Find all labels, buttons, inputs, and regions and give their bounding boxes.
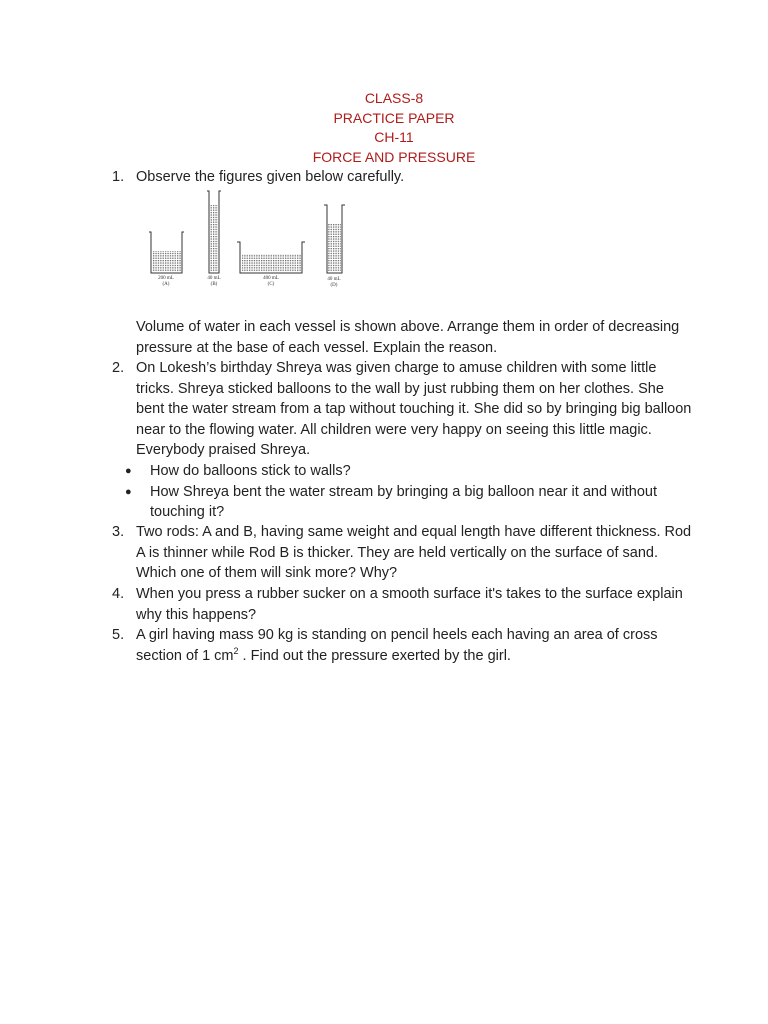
question-number: 1. — [112, 169, 125, 185]
question-text: Observe the figures given below carefully. — [136, 169, 405, 185]
vessels-figure — [141, 188, 361, 294]
question-text: Volume of water in each vessel is shown above. Arrange them in order of decreasing pressure at the base of each vessel. Explain the reason. — [136, 319, 680, 356]
vessel-b-volume: 40 mL — [207, 276, 221, 281]
class-heading: CLASS-8 — [364, 90, 424, 106]
question-text-part: A girl having mass 90 kg is standing on pencil heels each having an area of cross section of 1 cm — [136, 627, 658, 664]
chapter-heading: CH-11 — [374, 129, 414, 145]
topic-heading: FORCE AND PRESSURE — [312, 148, 476, 165]
paper-header — [0, 89, 768, 167]
vessel-a-volume: 200 mL — [158, 276, 174, 281]
question-1 — [112, 167, 692, 188]
question-number: 2. — [112, 360, 125, 376]
superscript: 2 — [233, 645, 239, 656]
vessel-c — [237, 242, 305, 273]
list-item — [112, 482, 692, 523]
question-2 — [112, 358, 692, 523]
question-number: 4. — [112, 586, 125, 602]
vessel-a-label: (A) — [162, 282, 170, 287]
sub-question-text: How Shreya bent the water stream by bringing a big balloon near it and without touching it? — [150, 483, 657, 521]
vessel-c-label: (C) — [267, 282, 275, 287]
vessel-c-volume: 400 mL — [263, 276, 279, 281]
sub-questions — [112, 461, 692, 523]
question-5 — [112, 625, 692, 666]
list-item — [112, 461, 692, 482]
vessel-b — [207, 191, 221, 273]
question-1-followup — [112, 317, 692, 358]
vessel-b-label: (B) — [210, 282, 218, 287]
question-text: When you press a rubber sucker on a smooth surface it's takes to the surface explain why this happens? — [136, 586, 683, 623]
bullet-icon: ● — [125, 464, 132, 477]
question-text — [136, 625, 692, 666]
vessel-d-label: (D) — [330, 283, 338, 288]
vessel-d — [324, 205, 345, 273]
vessel-d-volume: 40 mL — [327, 277, 341, 282]
question-3 — [112, 522, 692, 584]
vessels-diagram — [141, 188, 361, 294]
question-text: Two rods: A and B, having same weight and equal length have different thickness. Rod A is thinner while Rod B is thicker. They are held vertically on the surface of sand. Which one of them will sink more? Why? — [136, 524, 692, 582]
question-text: On Lokesh’s birthday Shreya was given charge to amuse children with some little tricks. Shreya sticked balloons to the wall by just rubbing them on her clothes. She bent the water stream from a tap without touching it. She did so by bringing big balloon near to the flowing water. All children were very happy on seeing this little magic. Everybody praised Shreya. — [136, 360, 692, 459]
question-number: 5. — [112, 627, 125, 643]
sub-question-text: How do balloons stick to walls? — [150, 462, 351, 479]
question-text-part: . Find out the pressure exerted by the girl. — [238, 647, 511, 664]
bullet-icon: ● — [125, 485, 132, 498]
paper-heading: PRACTICE PAPER — [333, 109, 455, 126]
question-number: 3. — [112, 524, 125, 540]
vessel-a — [149, 232, 184, 273]
question-4 — [112, 584, 692, 625]
